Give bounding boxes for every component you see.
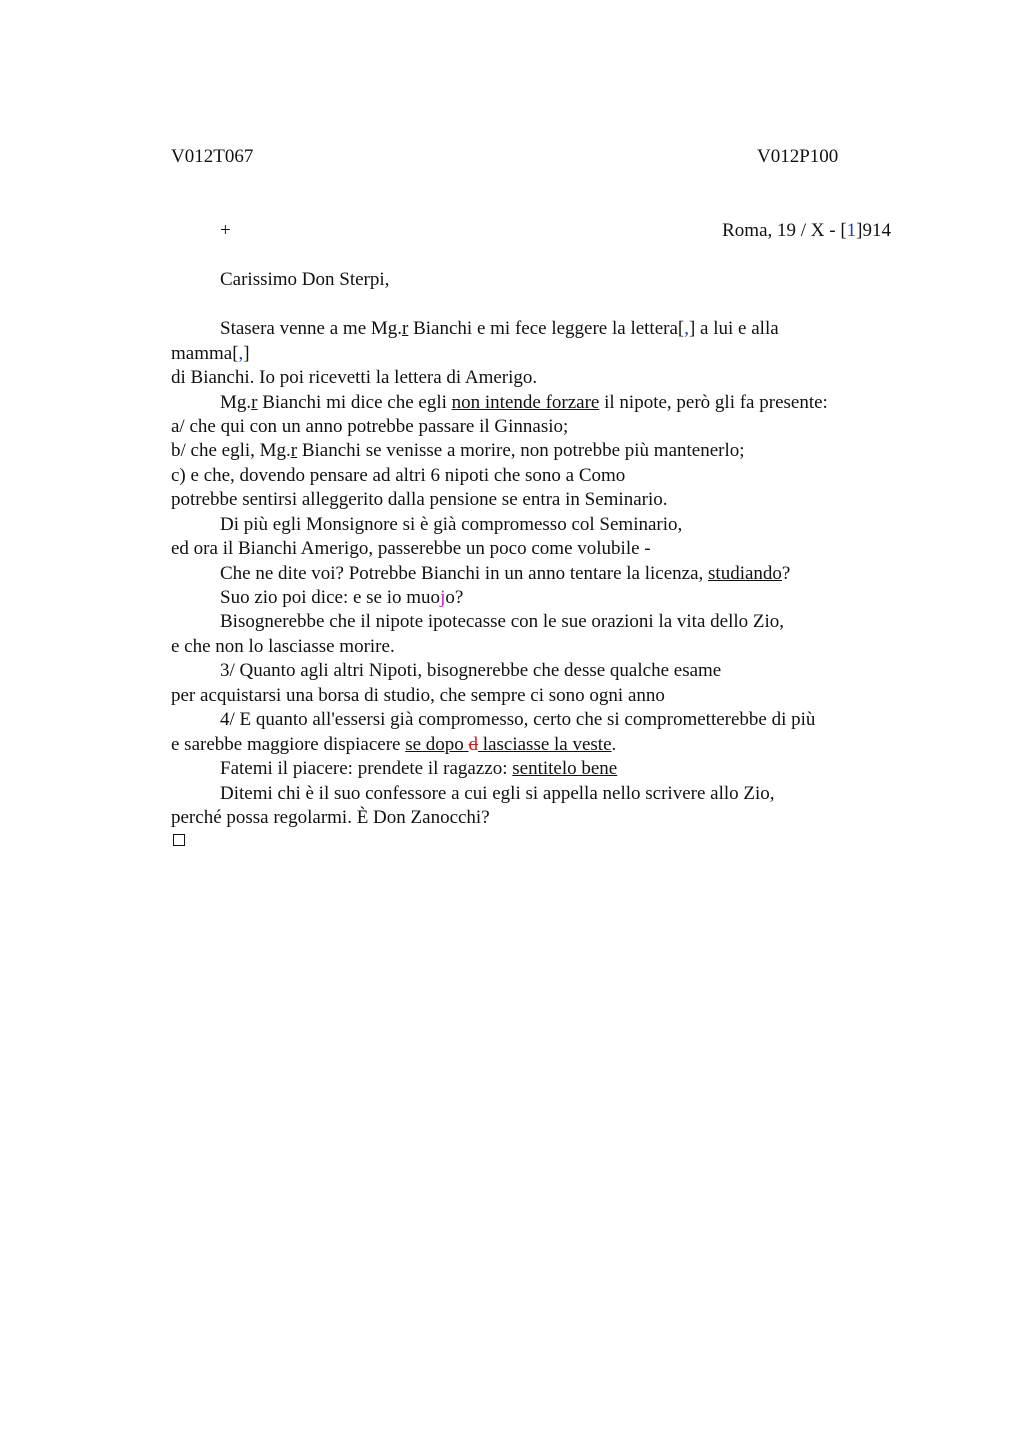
body-line: Mg.r Bianchi mi dice che egli non intende forzare il nipote, però gli fa presente: bbox=[220, 392, 828, 413]
salutation: Carissimo Don Sterpi, bbox=[220, 269, 390, 290]
editorial-insert: , bbox=[684, 318, 689, 339]
body-line: Suo zio poi dice: e se io muojo? bbox=[220, 587, 464, 608]
body-line: mamma[,] bbox=[171, 343, 250, 364]
body-line: 3/ Quanto agli altri Nipoti, bisognerebbe che desse qualche esame bbox=[220, 660, 722, 681]
body-line: perché possa regolarmi. È Don Zanocchi? bbox=[171, 807, 490, 828]
body-line: Ditemi chi è il suo confessore a cui egli si appella nello scrivere allo Zio, bbox=[220, 783, 775, 804]
deleted-text: d bbox=[468, 734, 479, 755]
document-code-left: V012T067 bbox=[171, 146, 254, 167]
body-line: ed ora il Bianchi Amerigo, passerebbe un poco come volubile - bbox=[171, 538, 651, 559]
document-code-right: V012P100 bbox=[757, 146, 839, 167]
body-line: c) e che, dovendo pensare ad altri 6 nipoti che sono a Como bbox=[171, 465, 626, 486]
body-line: di Bianchi. Io poi ricevetti la lettera di Amerigo. bbox=[171, 367, 538, 388]
body-line: potrebbe sentirsi alleggerito dalla pensione se entra in Seminario. bbox=[171, 489, 668, 510]
body-line: Di più egli Monsignore si è già compromesso col Seminario, bbox=[220, 514, 683, 535]
cross-mark: + bbox=[220, 220, 231, 241]
letter-date: Roma, 19 / X - [1]914 bbox=[722, 220, 891, 241]
body-line: 4/ E quanto all'essersi già compromesso, certo che si comprometterebbe di più bbox=[220, 709, 816, 730]
body-line: Bisognerebbe che il nipote ipotecasse con le sue orazioni la vita dello Zio, bbox=[220, 611, 785, 632]
editorial-insert: 1 bbox=[846, 220, 857, 241]
body-line: e sarebbe maggiore dispiacere se dopo d lasciasse la veste. bbox=[171, 734, 617, 755]
editorial-correction: j bbox=[440, 587, 446, 608]
end-of-document-box-icon bbox=[173, 834, 185, 846]
body-line: b/ che egli, Mg.r Bianchi se venisse a morire, non potrebbe più mantenerlo; bbox=[171, 440, 745, 461]
body-line: Fatemi il piacere: prendete il ragazzo: sentitelo bene bbox=[220, 758, 618, 779]
body-line: Che ne dite voi? Potrebbe Bianchi in un anno tentare la licenza, studiando? bbox=[220, 563, 791, 584]
body-line: per acquistarsi una borsa di studio, che sempre ci sono ogni anno bbox=[171, 685, 665, 706]
body-line: e che non lo lasciasse morire. bbox=[171, 636, 395, 657]
body-line: a/ che qui con un anno potrebbe passare il Ginnasio; bbox=[171, 416, 569, 437]
body-line: Stasera venne a me Mg.r Bianchi e mi fece leggere la lettera[,] a lui e alla bbox=[220, 318, 779, 339]
editorial-insert: , bbox=[238, 343, 244, 364]
